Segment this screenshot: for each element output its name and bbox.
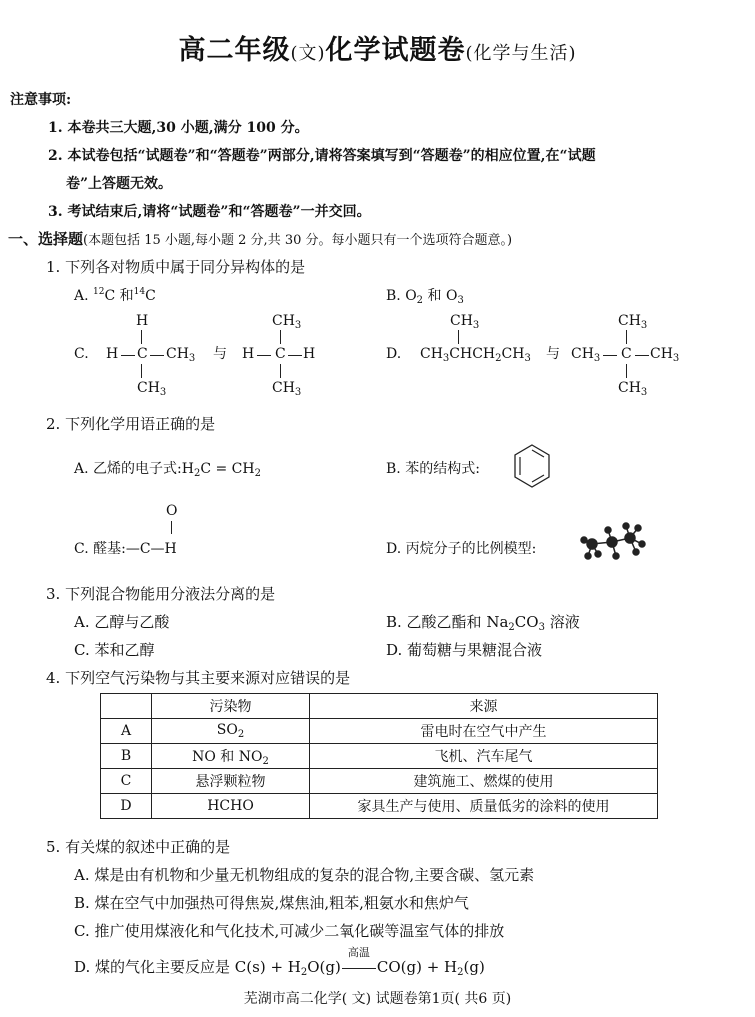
option-text: C [145, 288, 156, 304]
methyl-group [137, 381, 166, 398]
atom-h: H [136, 313, 149, 329]
methyl-group [272, 314, 301, 331]
subscript: 2 [237, 729, 245, 740]
pollutant-cell [152, 744, 310, 769]
atom-c: C [275, 346, 286, 362]
atom-text: CH [137, 380, 160, 396]
subscript: 2 [457, 967, 464, 978]
row-key: D [101, 794, 152, 819]
bond [121, 355, 135, 356]
pollutant-cell [152, 719, 310, 744]
and-word: 与 [213, 346, 227, 362]
isotope-mass: 14 [133, 287, 146, 297]
methyl-group [618, 381, 647, 398]
aldehyde-formula: —C—H [125, 541, 177, 557]
notice-heading: 注意事项: [10, 92, 72, 108]
atom-text: CH [618, 313, 641, 329]
option-text: D. 煤的气化主要反应是 C(s) + H [74, 958, 301, 976]
equals-line [342, 968, 376, 969]
pollutant: 悬浮颗粒物 [195, 774, 266, 790]
row-key: C [101, 769, 152, 794]
notice-item: 卷”上答题无效。 [66, 176, 173, 192]
option-d [74, 946, 485, 978]
option-text: A. 乙烯的电子式:H [74, 461, 194, 477]
subscript: 3 [188, 353, 196, 364]
subscript: 3 [442, 353, 450, 364]
notice-item: 1. 本卷共三大题,30 小题,满分 100 分。 [48, 120, 309, 136]
option-text: C. 醛基: [74, 541, 126, 557]
subscript: 3 [524, 353, 531, 364]
notice-item: 2. 本试卷包括“试题卷”和“答题卷”两部分,请将答案填写到“答题卷”的相应位置,在“试题 [48, 148, 596, 164]
pollutant: HCHO [207, 798, 254, 814]
option-label: C. [74, 346, 89, 362]
option-text: CO [514, 613, 539, 631]
bond [257, 355, 271, 356]
source-cell: 建筑施工、燃煤的使用 [310, 769, 658, 794]
subscript: 3 [457, 295, 464, 306]
benzene-ring-icon [512, 442, 552, 490]
pollutant: NO 和 NO [192, 748, 263, 765]
double-bond [171, 521, 172, 534]
bond [288, 355, 302, 356]
methyl-group [618, 314, 647, 331]
propane-ball-model-icon [578, 518, 648, 566]
page-title [0, 28, 755, 67]
option-b: B. 煤在空气中加强热可得焦炭,煤焦油,粗苯,粗氨水和焦炉气 [74, 894, 469, 912]
option-d: D. 葡萄糖与果糖混合液 [386, 641, 543, 659]
table-header [101, 694, 152, 719]
pollutant-cell [152, 769, 310, 794]
option-text: B. 乙酸乙酯和 Na [386, 613, 509, 631]
option-b [386, 285, 464, 306]
subscript: 3 [593, 353, 601, 364]
atom-text: CH [166, 346, 189, 362]
option-b [386, 611, 580, 633]
option-a [74, 285, 156, 305]
option-label: D. [386, 346, 402, 362]
option-text: 和 O [423, 288, 458, 304]
atom-text: CHCH [449, 346, 496, 362]
atom-h: H [303, 346, 316, 362]
bond [280, 364, 281, 378]
option-text: O(g) [307, 958, 341, 976]
chain-formula [420, 347, 531, 364]
subscript: 2 [262, 755, 269, 767]
reaction-arrow [341, 946, 377, 976]
atom-o: O [166, 503, 178, 519]
section-note: (本题包括 15 小题,每小题 2 分,共 30 分。每小题只有一个选项符合题意。) [83, 233, 513, 248]
table-row [101, 794, 658, 819]
table-header-row [101, 694, 658, 719]
atom-c: C [621, 346, 632, 362]
bond [458, 330, 459, 344]
option-a: A. 煤是由有机物和少量无机物组成的复杂的混合物,主要含碳、氢元素 [74, 866, 535, 884]
atom-text: CH [650, 346, 673, 362]
atom-c: C [137, 346, 148, 362]
subscript: 2 [416, 295, 424, 306]
subscript: 3 [640, 320, 648, 331]
option-c: C. 苯和乙醇 [74, 641, 155, 659]
pollutant-cell [152, 794, 310, 819]
option-label: B. O [386, 288, 417, 304]
methyl-group [571, 347, 600, 364]
and-word: 与 [546, 346, 560, 362]
table-row [101, 744, 658, 769]
table-header: 污染物 [152, 694, 310, 719]
title-paren: (文) [290, 43, 326, 64]
atom-text: CH [450, 313, 473, 329]
subscript: 2 [508, 622, 515, 633]
subscript: 3 [538, 622, 545, 633]
bond [141, 364, 142, 378]
option-a [74, 458, 261, 479]
subscript: 3 [294, 320, 302, 331]
option-text: C = CH [200, 461, 255, 477]
methyl-group [272, 381, 301, 398]
option-label: A. [74, 288, 94, 304]
notice-item: 3. 考试结束后,请将“试题卷”和“答题卷”一并交回。 [48, 204, 371, 220]
option-text: CO(g) + H [376, 958, 458, 976]
reaction-condition: 高温 [347, 946, 370, 959]
source-cell: 飞机、汽车尾气 [310, 744, 658, 769]
bond [626, 330, 627, 344]
option-text: 溶液 [544, 613, 580, 631]
option-text: C 和 [104, 288, 134, 304]
subscript: 2 [193, 468, 201, 479]
subscript: 3 [672, 353, 680, 364]
page-footer: 芜湖市高二化学( 文) 试题卷第1页( 共6 页) [243, 991, 512, 1007]
bond [141, 330, 142, 344]
title-paren: (化学与生活) [465, 43, 577, 64]
bond [150, 355, 164, 356]
option-text: (g) [463, 958, 485, 976]
subscript: 3 [159, 387, 167, 398]
option-c: C. 推广使用煤液化和气化技术,可减少二氧化碳等温室气体的排放 [74, 922, 505, 940]
bond [626, 364, 627, 378]
row-key: B [101, 744, 152, 769]
methyl-group [650, 347, 679, 364]
section-heading [8, 228, 512, 249]
methyl-group [166, 347, 195, 364]
atom-text: CH [420, 346, 443, 362]
option-a: A. 乙醇与乙酸 [74, 613, 170, 631]
bond [603, 355, 617, 356]
methyl-group [450, 314, 479, 331]
pollutant: SO [216, 722, 238, 738]
question-stem: 2. 下列化学用语正确的是 [46, 415, 216, 433]
atom-text: CH [501, 346, 525, 362]
pollution-table [100, 693, 658, 819]
title-part: 高二年级 [178, 35, 291, 66]
bond [635, 355, 649, 356]
question-stem: 3. 下列混合物能用分液法分离的是 [46, 585, 276, 603]
atom-text: CH [571, 346, 594, 362]
row-key: A [101, 719, 152, 744]
subscript: 3 [640, 387, 648, 398]
table-header: 来源 [310, 694, 658, 719]
atom-text: CH [272, 313, 295, 329]
subscript: 3 [294, 387, 302, 398]
option-b: B. 苯的结构式: [386, 461, 480, 477]
table-row [101, 719, 658, 744]
isotope-mass: 12 [93, 287, 105, 297]
source-cell: 雷电时在空气中产生 [310, 719, 658, 744]
atom-h: H [106, 346, 119, 362]
subscript: 2 [495, 353, 502, 364]
atom-text: CH [618, 380, 641, 396]
option-d: D. 丙烷分子的比例模型: [386, 541, 537, 557]
question-stem: 5. 有关煤的叙述中正确的是 [46, 838, 231, 856]
bond [280, 330, 281, 344]
title-part: 化学试题卷 [325, 35, 466, 66]
atom-text: CH [272, 380, 295, 396]
table-row [101, 769, 658, 794]
question-stem: 1. 下列各对物质中属于同分异构体的是 [46, 258, 306, 276]
subscript: 2 [254, 468, 261, 479]
subscript: 2 [300, 967, 308, 978]
question-stem: 4. 下列空气污染物与其主要来源对应错误的是 [46, 669, 351, 687]
atom-h: H [242, 346, 255, 362]
option-c [74, 538, 177, 558]
section-label: 一、选择题 [8, 230, 84, 248]
subscript: 3 [472, 320, 480, 331]
source-cell: 家具生产与使用、质量低劣的涂料的使用 [310, 794, 658, 819]
